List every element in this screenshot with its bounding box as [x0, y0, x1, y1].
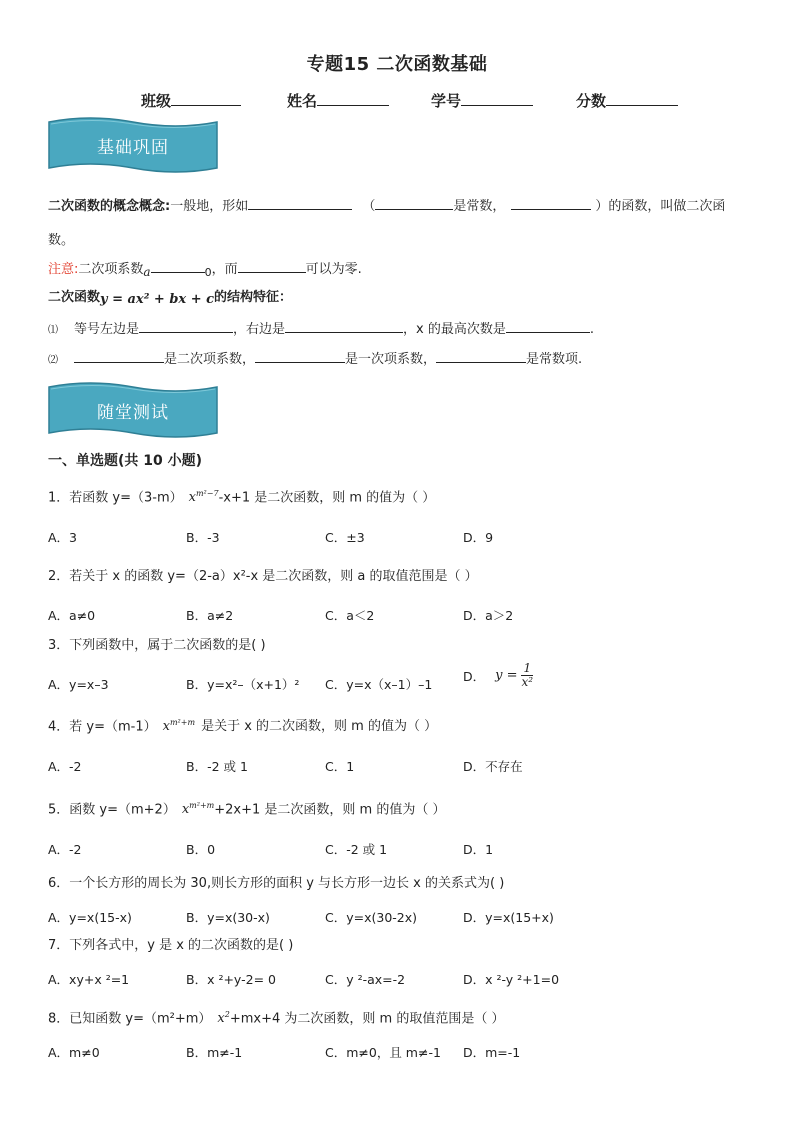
structure-text-1: 二次函数	[48, 290, 101, 305]
note-text-2: ，而	[211, 262, 238, 277]
q3-option-d-lhs: y =	[495, 668, 518, 683]
concept-text-3: ）的函数，叫做二次函	[595, 199, 726, 214]
student-id-blank[interactable]	[461, 91, 533, 106]
q6-option-a[interactable]: A．y=x(15-x)	[48, 910, 132, 925]
q8-option-c[interactable]: C．m≠0，且 m≠-1	[325, 1045, 441, 1060]
q5-option-a[interactable]: A．-2	[48, 842, 82, 857]
q5-stem-pre: 5．函数 y=（m+2）	[48, 802, 176, 818]
item-2-text-1: 是二次项系数，	[164, 352, 256, 367]
note-zero: 0	[204, 266, 212, 279]
q3-option-d[interactable]	[463, 662, 533, 689]
blank-a-relation[interactable]	[151, 259, 205, 273]
concept-heading: 二次函数的概念概念:	[48, 199, 171, 214]
class-blank[interactable]	[171, 91, 241, 106]
concept-text-4: 数。	[48, 233, 75, 248]
blank-highest-degree[interactable]	[506, 319, 590, 333]
item-1-text-4: .	[589, 322, 594, 337]
name-blank[interactable]	[317, 91, 389, 106]
q1-option-d[interactable]: D．9	[463, 530, 494, 545]
class-field	[141, 90, 241, 111]
item-2-text-3: 是常数项.	[526, 352, 583, 367]
blank-constant-term[interactable]	[436, 349, 526, 363]
student-id-label: 学号	[431, 92, 462, 110]
blank-linear-coef[interactable]	[255, 349, 345, 363]
q4-option-b[interactable]: B．-2 或 1	[186, 759, 248, 774]
q3-option-d-label: D．	[463, 668, 486, 684]
score-field	[576, 90, 678, 111]
question-3: 3．下列函数中，属于二次函数的是( )	[48, 638, 266, 653]
note-text-1: 二次项系数	[78, 262, 144, 277]
q6-option-d[interactable]: D．y=x(15+x)	[463, 910, 554, 925]
q4-power-exp: m²+m	[169, 718, 196, 727]
structure-item-2	[48, 349, 768, 370]
concept-paren: （	[362, 199, 376, 214]
q8-option-b[interactable]: B．m≠-1	[186, 1045, 243, 1060]
student-id-field	[431, 90, 533, 111]
score-label: 分数	[576, 92, 607, 110]
note-line	[48, 259, 362, 279]
q7-option-c[interactable]: C．y ²-ax=-2	[325, 972, 406, 987]
banner-test-label: 随堂测试	[97, 403, 169, 423]
q4-power-base: x	[162, 719, 170, 735]
q1-option-c[interactable]: C．±3	[325, 530, 365, 545]
page-title: 专题15 二次函数基础	[306, 54, 488, 75]
question-2: 2．若关于 x 的函数 y=（2-a）x²-x 是二次函数，则 a 的取值范围是（ ）	[48, 569, 478, 584]
q5-option-b[interactable]: B．0	[186, 842, 216, 857]
q4-option-c[interactable]: C．1	[325, 759, 355, 774]
note-text-3: 可以为零.	[305, 262, 362, 277]
q6-option-b[interactable]: B．y=x(30-x)	[186, 910, 270, 925]
structure-line	[48, 289, 292, 307]
q8-option-a[interactable]: A．m≠0	[48, 1045, 100, 1060]
blank-left-side[interactable]	[139, 319, 233, 333]
q5-power-base: x	[181, 802, 190, 818]
banner-basic	[47, 114, 219, 176]
q8-stem-post: +mx+4 为二次函数，则 m 的取值范围是（ ）	[229, 1011, 505, 1027]
banner-basic-label: 基础巩固	[97, 138, 169, 158]
item-1-number: ⑴	[48, 325, 58, 336]
blank-right-side[interactable]	[285, 319, 403, 333]
item-2-text-2: 是一次项系数，	[345, 352, 437, 367]
concept-text-2: 是常数，	[453, 199, 506, 214]
q8-power-exp: 2	[224, 1010, 230, 1019]
blank-zero-allowed[interactable]	[238, 259, 306, 273]
q8-power-base: x	[217, 1011, 225, 1027]
q1-power-base: x	[188, 490, 196, 506]
structure-formula: y = ax² + bx + c	[100, 292, 215, 307]
q8-option-d[interactable]: D．m=-1	[463, 1045, 521, 1060]
q2-option-d[interactable]: D．a＞2	[463, 608, 514, 623]
question-8	[48, 1006, 504, 1028]
q3-option-a[interactable]: A．y=x–3	[48, 677, 109, 692]
blank-constants[interactable]	[375, 196, 453, 210]
note-label: 注意:	[48, 262, 79, 277]
q4-stem-pre: 4．若 y=（m-1）	[48, 719, 157, 735]
blank-form[interactable]	[248, 196, 352, 210]
q6-option-c[interactable]: C．y=x(30-2x)	[325, 910, 418, 925]
class-label: 班级	[141, 92, 172, 110]
q7-option-b[interactable]: B．x ²+y-2= 0	[186, 972, 276, 987]
q3-option-d-fraction	[521, 662, 533, 689]
q4-option-d[interactable]: D．不存在	[463, 759, 523, 774]
item-1-text-1: 等号左边是	[74, 322, 140, 337]
blank-quadratic-coef[interactable]	[74, 349, 164, 363]
note-var-a: a	[143, 265, 151, 279]
question-6: 6．一个长方形的周长为 30,则长方形的面积 y 与长方形一边长 x 的关系式为( )	[48, 876, 505, 891]
name-field	[287, 90, 389, 111]
q1-option-b[interactable]: B．-3	[186, 530, 220, 545]
structure-text-2: 的结构特征：	[214, 290, 293, 305]
score-blank[interactable]	[606, 91, 678, 106]
q1-power-exp: m²−7	[195, 489, 219, 498]
q7-option-a[interactable]: A．xy+x ²=1	[48, 972, 130, 987]
item-1-text-2: ，右边是	[233, 322, 286, 337]
section-title: 一、单选题(共 10 小题)	[48, 453, 203, 469]
q2-option-b[interactable]: B．a≠2	[186, 608, 234, 623]
q3-option-c[interactable]: C．y=x（x–1）–1	[325, 677, 433, 692]
q3-option-b[interactable]: B．y=x²–（x+1）²	[186, 677, 300, 692]
name-label: 姓名	[287, 92, 318, 110]
fraction-numerator: 1	[523, 661, 532, 675]
question-1	[48, 485, 435, 507]
q2-option-a[interactable]: A．a≠0	[48, 608, 96, 623]
q2-option-c[interactable]: C．a＜2	[325, 608, 375, 623]
concept-text-1: 一般地，形如	[170, 199, 249, 214]
blank-condition[interactable]	[511, 196, 591, 210]
q5-stem-post: +2x+1 是二次函数，则 m 的值为（ ）	[214, 802, 446, 818]
q5-option-c[interactable]: C．-2 或 1	[325, 842, 388, 857]
item-2-number: ⑵	[48, 355, 58, 366]
q1-option-a[interactable]: A．3	[48, 530, 78, 545]
banner-test	[47, 379, 219, 441]
q8-stem-pre: 8．已知函数 y=（m²+m）	[48, 1011, 212, 1027]
q5-power-exp: m²+m	[189, 801, 215, 810]
q4-stem-post: 是关于 x 的二次函数，则 m 的值为（ ）	[201, 719, 438, 735]
question-5	[48, 797, 445, 819]
q7-option-d[interactable]: D．x ²-y ²+1=0	[463, 972, 560, 987]
structure-item-1	[48, 319, 768, 340]
fraction-denominator: x²	[521, 675, 534, 689]
q4-option-a[interactable]: A．-2	[48, 759, 82, 774]
concept-paragraph	[48, 196, 758, 216]
question-7: 7．下列各式中，y 是 x 的二次函数的是( )	[48, 938, 294, 953]
q5-option-d[interactable]: D．1	[463, 842, 494, 857]
question-4	[48, 714, 437, 736]
q1-stem-post: -x+1 是二次函数，则 m 的值为（ ）	[218, 490, 436, 506]
item-1-text-3: ，x 的最高次数是	[403, 322, 506, 337]
q1-stem-pre: 1．若函数 y=（3-m）	[48, 490, 183, 506]
